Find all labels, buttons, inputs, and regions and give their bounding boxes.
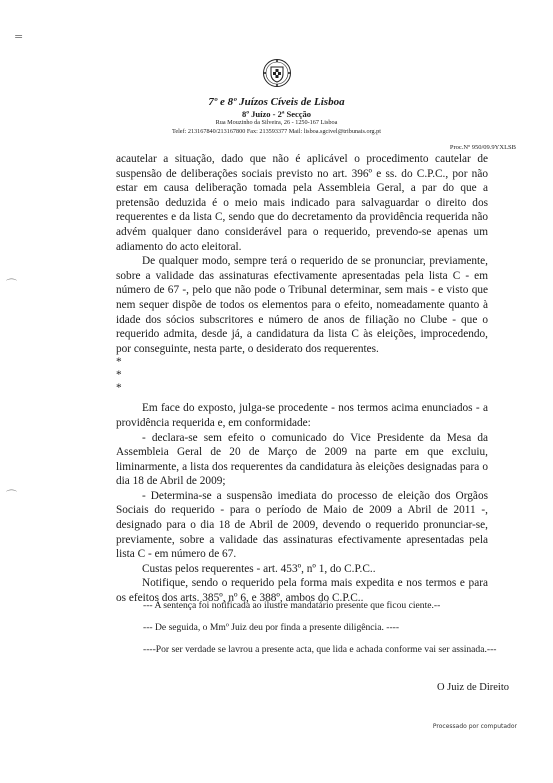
court-contacts: Telef: 213167840/213167800 Fax: 213593377 Mail: lisboa.sgcivel@tribunais.org.pt [172,128,381,135]
margin-mark-middle: ⌒ [6,278,17,291]
note-notification: --- A sentença foi notificada ao ilustre mandatário presente que ficou ciente.-- [143,600,441,611]
paragraph-continuation: acautelar a situação, dado que não é aplicável o procedimento cautelar de suspensão de deliberações sociais previsto no art. 396º e ss. do C.P.C., por não estar em causa deliberação tomada pela Assembleia Geral, a par do que a pretensão deduzida é o meio mais indicado para salvaguardar o direito dos requerentes e da lista C, sendo que do decretamento da providência requerida não advém qualquer dano considerável para o requerido, prevendo-se apenas um adiamento do acto eleitoral. [116,153,488,253]
paragraph-decision: Em face do exposto, julga-se procedente - nos termos acima enunciados - a providência requerida e, em conformidade: [116,402,488,429]
paragraph-notify: Notifique, sendo o requerido pela forma mais expedita e nos termos e para os efeitos dos arts. 385º, nº 6, e 388º, ambos do C.P.C.. [116,577,488,605]
document-body [116,152,488,606]
minutes-notes [143,600,503,666]
note-closing: --- De seguida, o Mmº Juiz deu por finda a presente diligência. ---- [143,622,400,633]
footer-note: Processado por computador [432,723,517,730]
separator-star: * [116,356,122,369]
paragraph-declaration: - declara-se sem efeito o comunicado do Vice Presidente da Mesa da Assembleia Geral de 20 de Março de 2009 na parte em que excluiu, liminarmente, a lista dos requerentes da candidatura às eleições designadas para o dia 18 de Abril de 2009; [116,431,488,488]
paragraph-costs: Custas pelos requerentes - art. 453º, nº 1, do C.P.C.. [142,562,376,575]
paragraph-validity: De qualquer modo, sempre terá o requerido de se pronunciar, previamente, sobre a validade das assinaturas efectivamente apresentadas pela lista C - em número de 67 -, pelo que não pode o Tribunal determinar, sem mais - e visto que nem sequer dispõe de todos os elementos para o efeito, nomeadamente quanto à idade dos sócios subscritores e número de anos de filiação no Clube - que o requerido admita, desde já, a candidatura da lista C às eleições, improcedendo, por conseguinte, nesta parte, o desiderato dos requerentes. [116,255,488,355]
paragraph-suspension: - Determina-se a suspensão imediata do processo de eleição dos Orgãos Sociais do requerido - para o período de Maio de 2009 a Abril de 2011 -, designado para o dia 18 de Abril de 2009, devendo o requerido pronunciar-se, previamente, sobre a validade das assinaturas efectivamente apresentadas pela lista C - em número de 67. [116,489,488,561]
process-number: Proc.Nº 950/09.9YXLSB [449,144,516,151]
court-section: 8º Juízo - 2ª Secção [241,109,312,119]
margin-mark-lower: ⌒ [6,489,17,502]
coat-of-arms-icon [262,58,292,88]
margin-mark-top: = [14,30,24,43]
note-signing: ----Por ser verdade se lavrou a presente acta, que lida e achada conforme vai ser assinada.--- [143,644,497,655]
separator-star: * [116,382,122,395]
judge-signature-line: O Juiz de Direito [436,682,509,693]
court-address: Rua Mouzinho da Silveira, 26 - 1250-167 Lisboa [215,119,338,126]
court-name: 7º e 8º Juízos Cíveis de Lisboa [208,96,345,108]
separator-star: * [116,369,122,382]
